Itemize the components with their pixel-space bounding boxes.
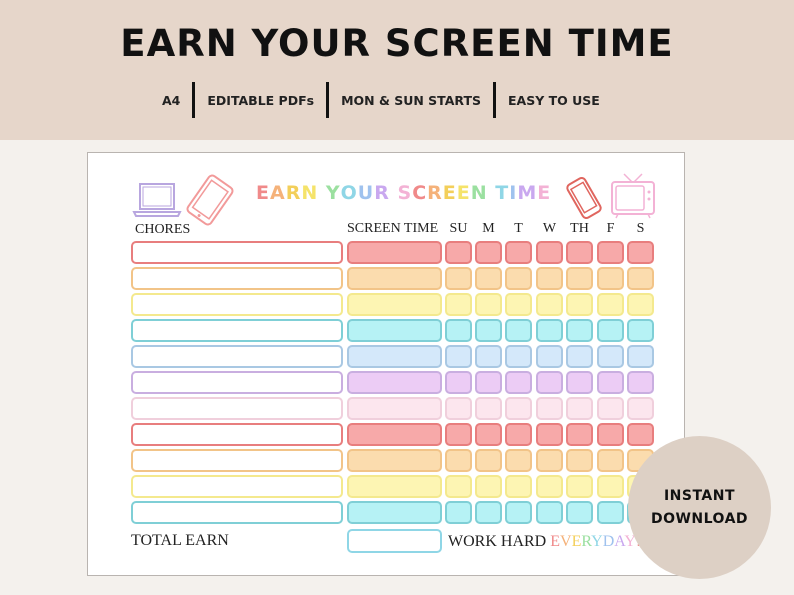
screen-time-field[interactable] (347, 475, 442, 498)
page-title: EARN YOUR SCREEN TIME (120, 22, 674, 65)
day-checkbox-su[interactable] (445, 241, 472, 264)
day-checkbox-w[interactable] (536, 371, 563, 394)
screen-time-field[interactable] (347, 345, 442, 368)
everyday-label: EVERYDAY (550, 533, 636, 550)
day-checkbox-s[interactable] (627, 293, 654, 316)
day-checkbox-su[interactable] (445, 501, 472, 524)
day-checkbox-s[interactable] (627, 423, 654, 446)
tv-icon (608, 172, 658, 220)
day-checkbox-t[interactable] (505, 319, 532, 342)
chore-field[interactable] (131, 241, 343, 264)
chore-field[interactable] (131, 293, 343, 316)
total-earn-box (347, 529, 442, 553)
day-checkbox-f[interactable] (597, 267, 624, 290)
screen-time-field[interactable] (347, 267, 442, 290)
badge-line-1: INSTANT (663, 487, 736, 504)
screen-time-field[interactable] (347, 293, 442, 316)
day-checkbox-f[interactable] (597, 319, 624, 342)
screen-time-field[interactable] (347, 501, 442, 524)
day-checkbox-th[interactable] (566, 449, 593, 472)
chore-field[interactable] (131, 397, 343, 420)
day-checkbox-t[interactable] (505, 267, 532, 290)
day-checkbox-t[interactable] (505, 241, 532, 264)
day-checkbox-su[interactable] (445, 371, 472, 394)
day-checkbox-f[interactable] (597, 397, 624, 420)
day-checkbox-s[interactable] (627, 241, 654, 264)
day-header-w: W (542, 221, 557, 236)
feature-item: EDITABLE PDFs (207, 92, 315, 108)
day-checkbox-w[interactable] (536, 501, 563, 524)
day-checkbox-w[interactable] (536, 319, 563, 342)
day-checkbox-su[interactable] (445, 319, 472, 342)
day-checkbox-th[interactable] (566, 397, 593, 420)
day-header-su: SU (449, 221, 468, 236)
day-checkbox-w[interactable] (536, 345, 563, 368)
day-checkbox-m[interactable] (475, 501, 502, 524)
day-checkbox-t[interactable] (505, 501, 532, 524)
day-checkbox-s[interactable] (627, 345, 654, 368)
day-checkbox-t[interactable] (505, 475, 532, 498)
day-checkbox-th[interactable] (566, 371, 593, 394)
day-checkbox-m[interactable] (475, 319, 502, 342)
feature-item: EASY TO USE (508, 92, 600, 108)
day-checkbox-m[interactable] (475, 397, 502, 420)
day-checkbox-m[interactable] (475, 449, 502, 472)
day-checkbox-su[interactable] (445, 397, 472, 420)
day-checkbox-su[interactable] (445, 293, 472, 316)
screen-time-field[interactable] (347, 241, 442, 264)
day-checkbox-m[interactable] (475, 371, 502, 394)
chore-field[interactable] (131, 371, 343, 394)
header-banner (0, 0, 794, 140)
badge-line-2: DOWNLOAD (650, 510, 749, 527)
day-checkbox-su[interactable] (445, 423, 472, 446)
day-checkbox-s[interactable] (627, 267, 654, 290)
day-checkbox-su[interactable] (445, 475, 472, 498)
day-checkbox-s[interactable] (627, 397, 654, 420)
day-header-th: TH (570, 221, 589, 236)
day-checkbox-m[interactable] (475, 475, 502, 498)
day-checkbox-f[interactable] (597, 423, 624, 446)
day-header-s: S (636, 221, 645, 236)
feature-list (150, 82, 612, 118)
screen-time-field[interactable] (347, 397, 442, 420)
chore-field[interactable] (131, 475, 343, 498)
laptop-icon (131, 182, 183, 218)
day-checkbox-m[interactable] (475, 267, 502, 290)
day-checkbox-f[interactable] (597, 345, 624, 368)
screen-time-field[interactable] (347, 319, 442, 342)
day-checkbox-w[interactable] (536, 267, 563, 290)
day-checkbox-m[interactable] (475, 423, 502, 446)
day-checkbox-su[interactable] (445, 345, 472, 368)
day-checkbox-w[interactable] (536, 241, 563, 264)
day-checkbox-t[interactable] (505, 449, 532, 472)
chore-field[interactable] (131, 423, 343, 446)
day-checkbox-t[interactable] (505, 423, 532, 446)
day-checkbox-s[interactable] (627, 371, 654, 394)
day-checkbox-m[interactable] (475, 345, 502, 368)
day-checkbox-f[interactable] (597, 449, 624, 472)
day-checkbox-f[interactable] (597, 475, 624, 498)
day-checkbox-th[interactable] (566, 241, 593, 264)
chore-field[interactable] (131, 345, 343, 368)
tablet-icon (184, 174, 236, 226)
day-checkbox-f[interactable] (597, 371, 624, 394)
day-checkbox-th[interactable] (566, 475, 593, 498)
day-checkbox-th[interactable] (566, 501, 593, 524)
instant-download-badge (628, 436, 771, 579)
day-checkbox-f[interactable] (597, 293, 624, 316)
motto (448, 533, 641, 551)
feature-item: MON & SUN STARTS (341, 92, 482, 108)
day-header-f: F (606, 221, 615, 236)
day-checkbox-m[interactable] (475, 241, 502, 264)
day-checkbox-t[interactable] (505, 371, 532, 394)
day-header-t: T (514, 221, 523, 236)
day-checkbox-f[interactable] (597, 501, 624, 524)
day-checkbox-w[interactable] (536, 475, 563, 498)
day-checkbox-s[interactable] (627, 319, 654, 342)
day-checkbox-w[interactable] (536, 449, 563, 472)
day-checkbox-w[interactable] (536, 293, 563, 316)
chore-field[interactable] (131, 319, 343, 342)
sheet-title: EARN YOUR SCREEN TIME (256, 182, 552, 204)
chores-header: CHORES (135, 222, 191, 237)
chore-field[interactable] (131, 267, 343, 290)
phone-icon (562, 176, 606, 220)
chore-field[interactable] (131, 501, 343, 524)
day-checkbox-t[interactable] (505, 345, 532, 368)
day-header-m: M (482, 221, 495, 236)
chore-field[interactable] (131, 449, 343, 472)
work-hard-label: WORK HARD (448, 533, 547, 550)
day-checkbox-w[interactable] (536, 397, 563, 420)
total-earn-label: TOTAL EARN (131, 532, 229, 549)
day-checkbox-th[interactable] (566, 423, 593, 446)
screen-time-field[interactable] (347, 371, 442, 394)
day-checkbox-f[interactable] (597, 241, 624, 264)
day-checkbox-th[interactable] (566, 267, 593, 290)
feature-item: A4 (162, 92, 181, 108)
day-checkbox-su[interactable] (445, 267, 472, 290)
day-checkbox-t[interactable] (505, 397, 532, 420)
day-checkbox-th[interactable] (566, 345, 593, 368)
day-checkbox-w[interactable] (536, 423, 563, 446)
day-checkbox-t[interactable] (505, 293, 532, 316)
day-checkbox-th[interactable] (566, 293, 593, 316)
screen-time-field[interactable] (347, 449, 442, 472)
screen-time-header: SCREEN TIME (347, 221, 439, 236)
day-checkbox-su[interactable] (445, 449, 472, 472)
day-checkbox-m[interactable] (475, 293, 502, 316)
screen-time-field[interactable] (347, 423, 442, 446)
day-checkbox-th[interactable] (566, 319, 593, 342)
